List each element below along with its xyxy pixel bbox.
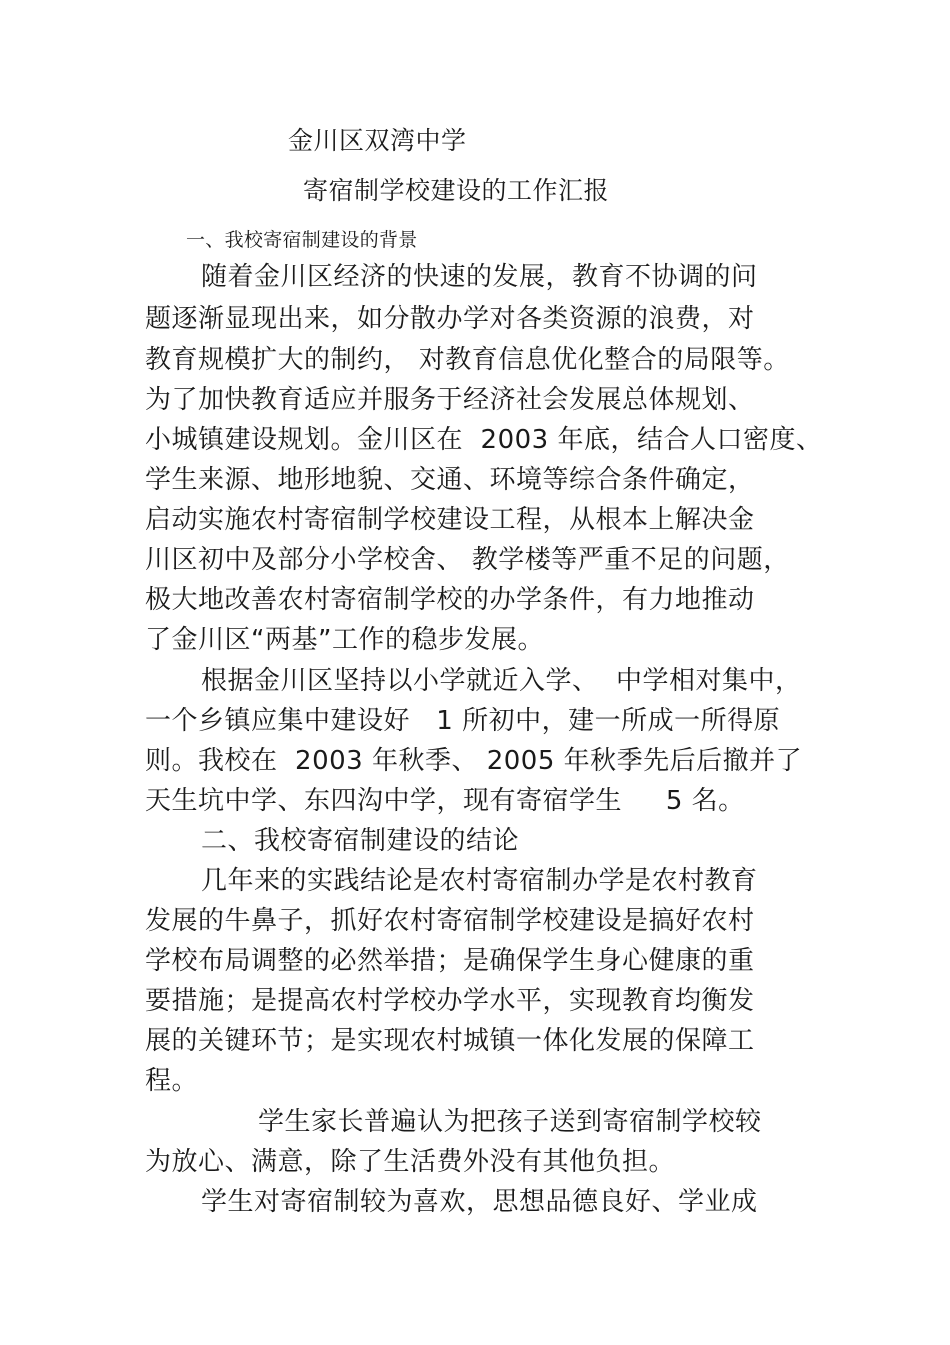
document-title-report: 寄宿制学校建设的工作汇报 xyxy=(303,176,610,205)
document-title-school: 金川区双湾中学 xyxy=(288,126,467,155)
paragraph-line: 启动实施农村寄宿制学校建设工程，从根本上解决金 xyxy=(145,505,755,535)
paragraph-line: 则。我校在 2003 年秋季、 2005 年秋季先后后撤并了 xyxy=(145,746,803,776)
paragraph-line: 为放心、满意，除了生活费外没有其他负担。 xyxy=(145,1147,676,1177)
paragraph-line: 展的关键环节；是实现农村城镇一体化发展的保障工 xyxy=(145,1026,755,1056)
paragraph-line: 程。 xyxy=(145,1066,199,1096)
paragraph-line: 一个乡镇应集中建设好 1 所初中，建一所成一所得原 xyxy=(145,706,781,736)
paragraph-line: 几年来的实践结论是农村寄宿制办学是农村教育 xyxy=(201,866,758,896)
paragraph-line: 学生来源、地形地貌、交通、环境等综合条件确定， xyxy=(145,465,755,495)
paragraph-line: 学校布局调整的必然举措；是确保学生身心健康的重 xyxy=(145,946,755,976)
paragraph-line: 随着金川区经济的快速的发展，教育不协调的问 xyxy=(201,262,758,292)
paragraph-line: 发展的牛鼻子，抓好农村寄宿制学校建设是搞好农村 xyxy=(145,906,755,936)
paragraph-line: 天生坑中学、东四沟中学，现有寄宿学生 5 名。 xyxy=(145,786,745,816)
paragraph-line: 极大地改善农村寄宿制学校的办学条件，有力地推动 xyxy=(145,585,755,615)
section-heading-background: 一、我校寄宿制建设的背景 xyxy=(186,229,418,251)
paragraph-line: 学生家长普遍认为把孩子送到寄宿制学校较 xyxy=(258,1107,762,1137)
paragraph-line: 教育规模扩大的制约， 对教育信息优化整合的局限等。 xyxy=(145,345,790,375)
paragraph-line: 根据金川区坚持以小学就近入学、 中学相对集中， xyxy=(201,666,802,696)
paragraph-line: 了金川区“两基”工作的稳步发展。 xyxy=(145,625,544,655)
paragraph-line: 为了加快教育适应并服务于经济社会发展总体规划、 xyxy=(145,385,755,415)
paragraph-line: 学生对寄宿制较为喜欢，思想品德良好、学业成 xyxy=(201,1187,758,1217)
paragraph-line: 要措施；是提高农村学校办学水平，实现教育均衡发 xyxy=(145,986,755,1016)
section-heading-conclusion: 二、我校寄宿制建设的结论 xyxy=(201,826,520,856)
paragraph-line: 小城镇建设规划。金川区在 2003 年底，结合人口密度、 xyxy=(145,425,823,455)
paragraph-line: 题逐渐显现出来，如分散办学对各类资源的浪费，对 xyxy=(145,304,755,334)
paragraph-line: 川区初中及部分小学校舍、 教学楼等严重不足的问题， xyxy=(145,545,790,575)
